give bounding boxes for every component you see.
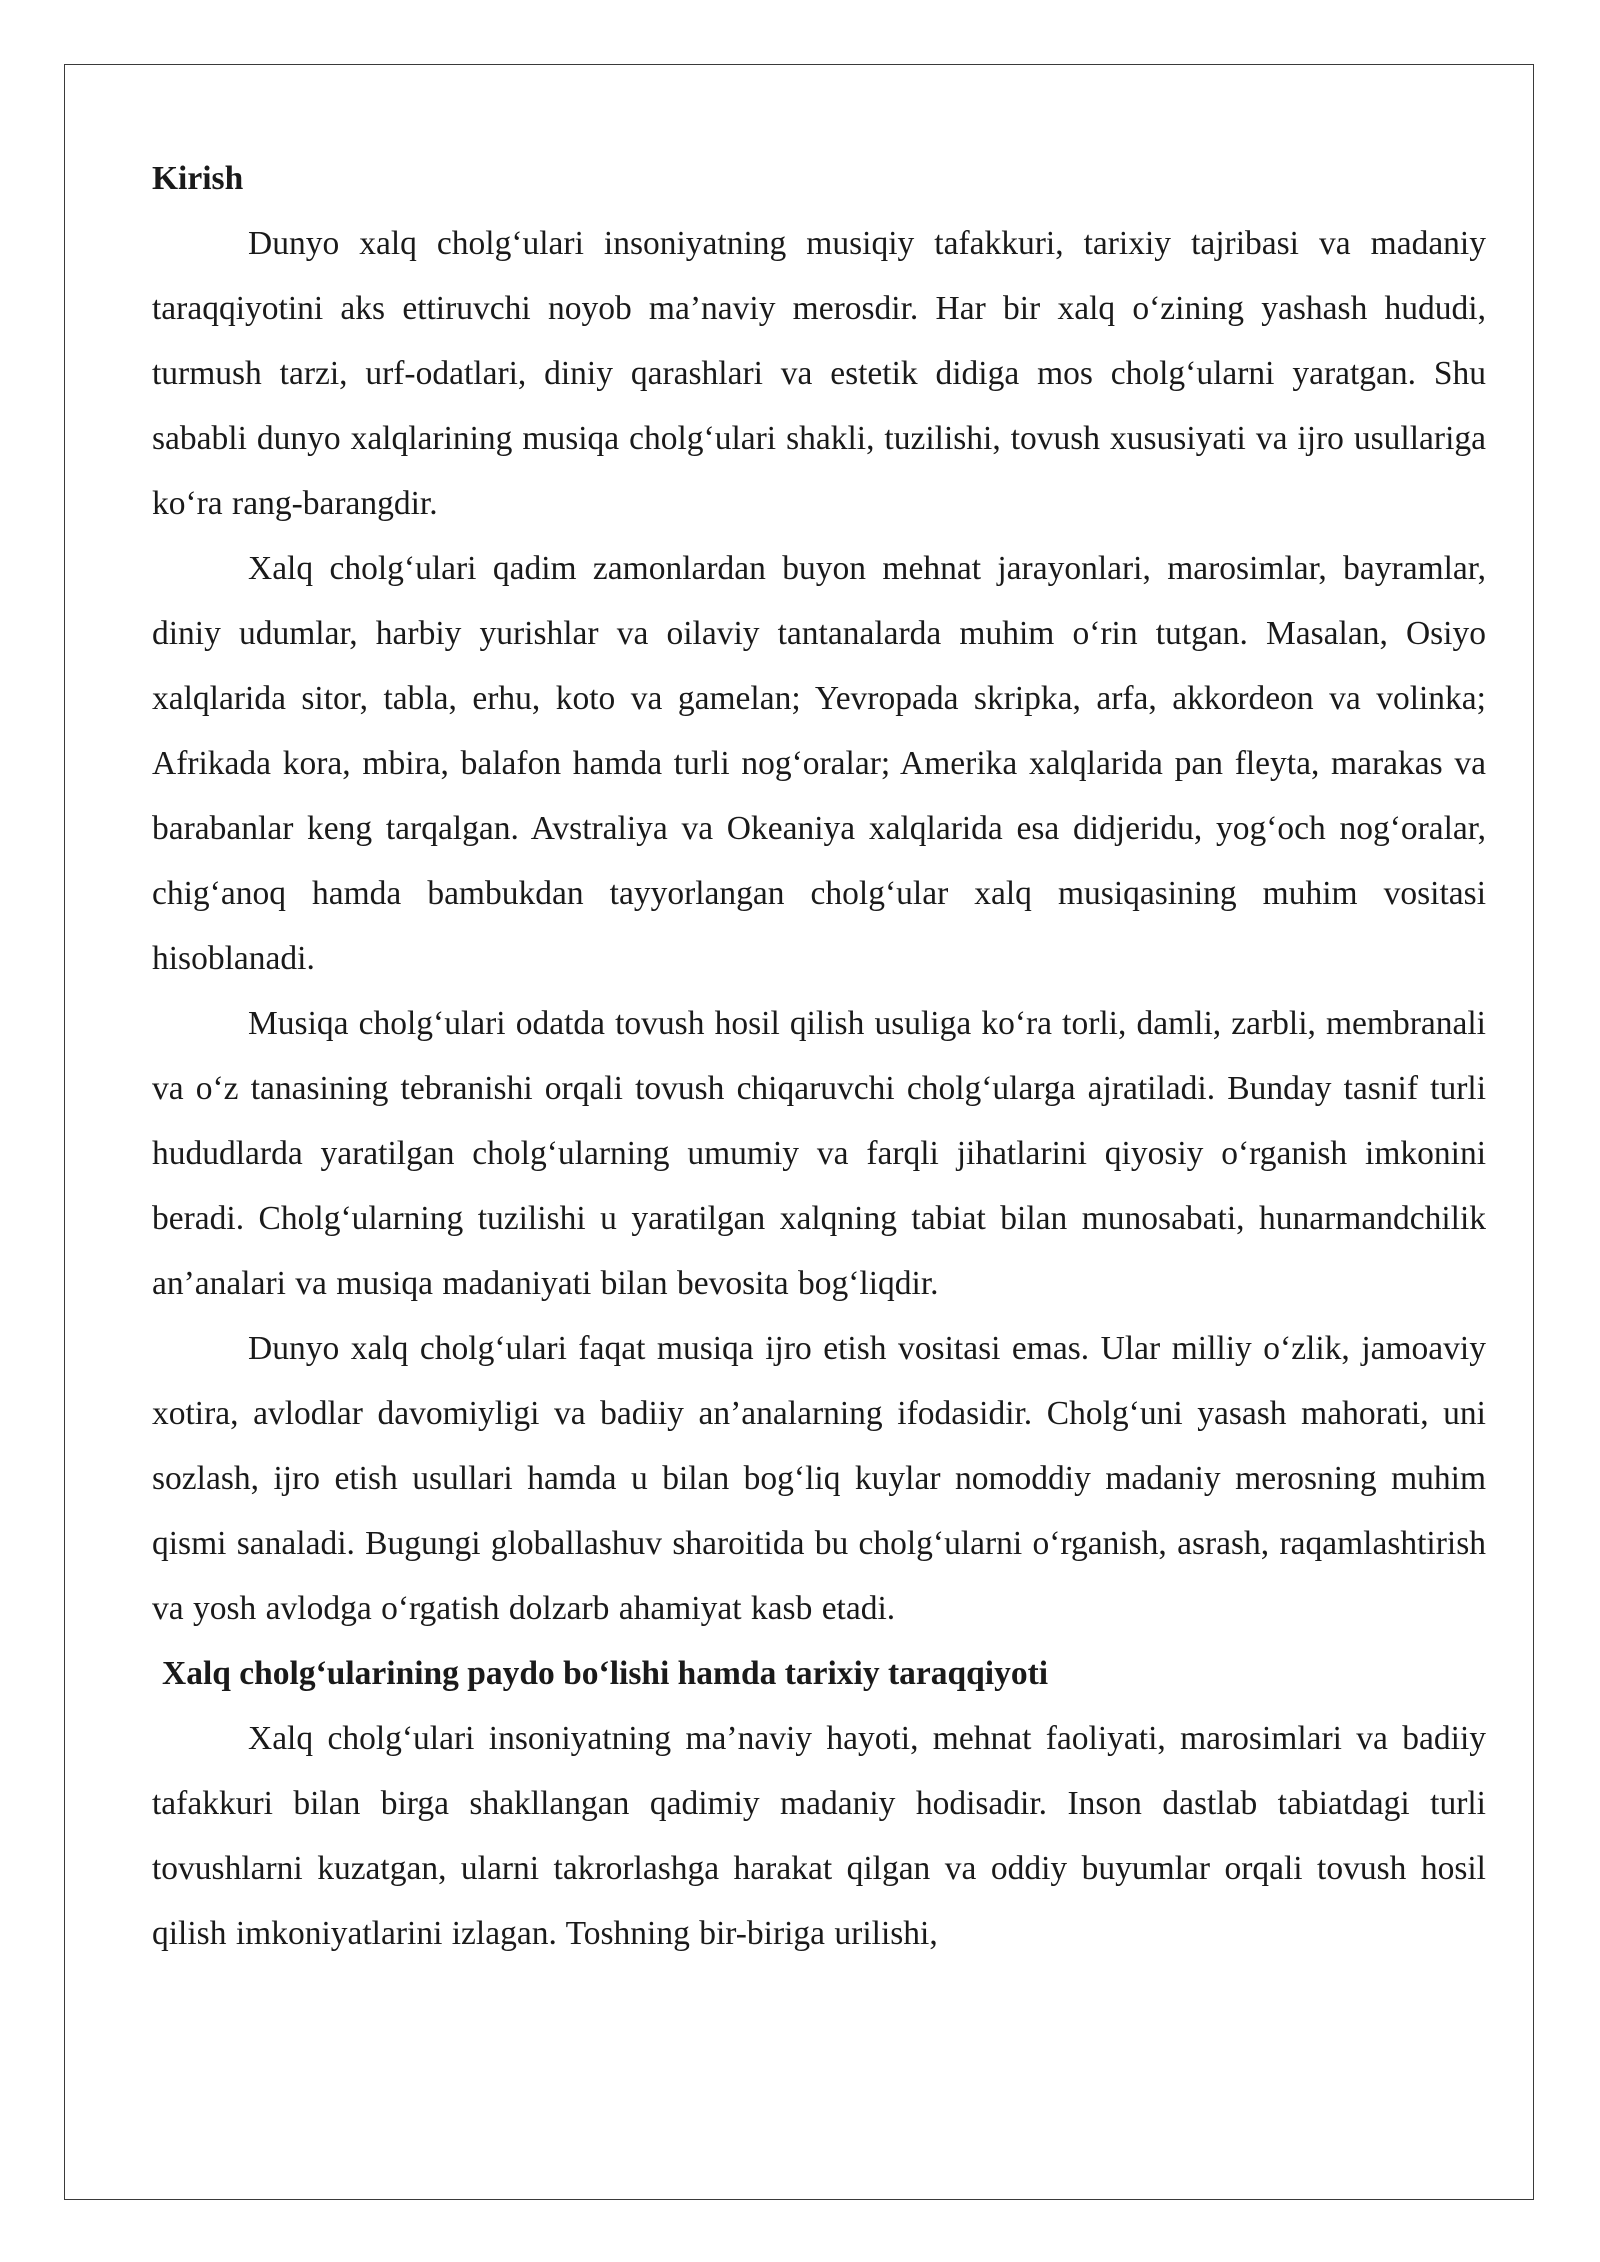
- intro-paragraph-4: Dunyo xalq cholg‘ulari faqat musiqa ijro etish vositasi emas. Ular milliy o‘zlik, jamoaviy xotira, avlodlar davomiyligi va badiiy an’analarning ifodasidir. Cholg‘uni yasash mahorati, uni sozlash, ijro etish usullari hamda u bilan bog‘liq kuylar nomoddiy madaniy merosning muhim qismi sanaladi. Bugungi globallashuv sharoitida bu cholg‘ularni o‘rganish, asrash, raqamlashtirish va yosh avlodga o‘rgatish dolzarb ahamiyat kasb etadi.: [152, 1330, 1486, 1627]
- intro-paragraph-3: Musiqa cholg‘ulari odatda tovush hosil qilish usuliga ko‘ra torli, damli, zarbli, membranali va o‘z tanasining tebranishi orqali tovush chiqaruvchi cholg‘ularga ajratiladi. Bunday tasnif turli hududlarda yaratilgan cholg‘ularning umumiy va farqli jihatlarini qiyosiy o‘rganish imkonini beradi. Cholg‘ularning tuzilishi u yaratilgan xalqning tabiat bilan munosabati, hunarmandchilik an’analari va musiqa madaniyati bilan bevosita bog‘liqdir.: [152, 1005, 1486, 1302]
- section-paragraph-1: Xalq cholg‘ulari insoniyatning ma’naviy hayoti, mehnat faoliyati, marosimlari va badiiy tafakkuri bilan birga shakllangan qadimiy madaniy hodisadir. Inson dastlab tabiatdagi turli tovushlarni kuzatgan, ularni takrorlashga harakat qilgan va oddiy buyumlar orqali tovush hosil qilish imkoniyatlarini izlagan. Toshning bir-biriga urilishi,: [152, 1720, 1486, 1952]
- heading-section: Xalq cholg‘ularining paydo bo‘lishi hamda tarixiy taraqqiyoti: [162, 1655, 1049, 1692]
- document-body: [152, 146, 1486, 1966]
- intro-paragraph-2: Xalq cholg‘ulari qadim zamonlardan buyon mehnat jarayonlari, marosimlar, bayramlar, diniy udumlar, harbiy yurishlar va oilaviy tantanalarda muhim o‘rin tutgan. Masalan, Osiyo xalqlarida sitor, tabla, erhu, koto va gamelan; Yevropada skripka, arfa, akkordeon va volinka; Afrikada kora, mbira, balafon hamda turli nog‘oralar; Amerika xalqlarida pan fleyta, marakas va barabanlar keng tarqalgan. Avstraliya va Okeaniya xalqlarida esa didjeridu, yog‘och nog‘oralar, chig‘anoq hamda bambukdan tayyorlangan cholg‘ular xalq musiqasining muhim vositasi hisoblanadi.: [152, 550, 1486, 977]
- intro-paragraph-1: Dunyo xalq cholg‘ulari insoniyatning musiqiy tafakkuri, tarixiy tajribasi va madaniy taraqqiyotini aks ettiruvchi noyob ma’naviy merosdir. Har bir xalq o‘zining yashash hududi, turmush tarzi, urf-odatlari, diniy qarashlari va estetik didiga mos cholg‘ularni yaratgan. Shu sababli dunyo xalqlarining musiqa cholg‘ulari shakli, tuzilishi, tovush xususiyati va ijro usullariga ko‘ra rang-barangdir.: [152, 225, 1486, 522]
- heading-intro: Kirish: [152, 160, 244, 197]
